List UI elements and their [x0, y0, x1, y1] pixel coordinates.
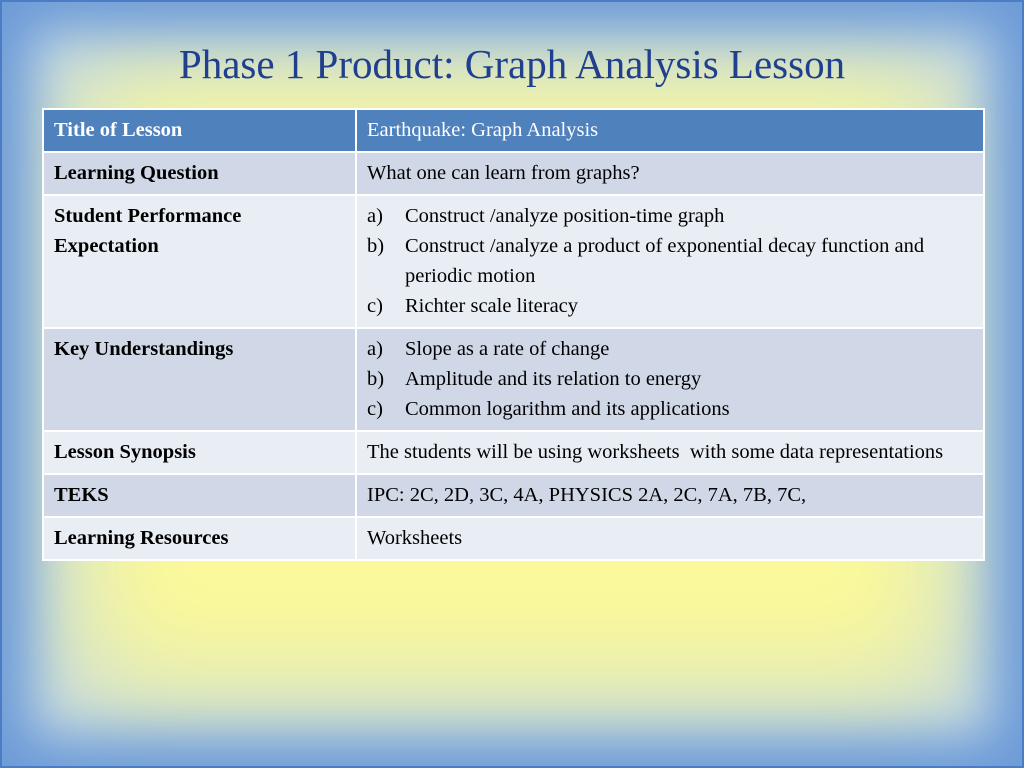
list-marker: b)	[367, 368, 385, 390]
list-item-text: Common logarithm and its applications	[405, 398, 730, 420]
slide-title: Phase 1 Product: Graph Analysis Lesson	[178, 41, 846, 87]
list-item-text: Construct /analyze a product of exponential decay function and periodic motion	[405, 235, 925, 287]
list-marker: a)	[367, 205, 383, 227]
expectation-list	[367, 201, 973, 321]
list-marker: b)	[367, 235, 385, 257]
table-row-teks	[43, 474, 984, 517]
list-marker: c)	[367, 295, 383, 317]
list-item-text: Richter scale literacy	[405, 295, 579, 317]
row-label: Learning Question	[43, 152, 356, 195]
list-item	[367, 201, 973, 231]
row-label: TEKS	[43, 474, 356, 517]
table-row-learning-resources	[43, 517, 984, 560]
list-item	[367, 231, 973, 291]
list-item-text: Slope as a rate of change	[405, 338, 610, 360]
row-value: IPC: 2C, 2D, 3C, 4A, PHYSICS 2A, 2C, 7A, 7B, 7C,	[356, 474, 984, 517]
lesson-table	[42, 108, 985, 561]
row-value: The students will be using worksheets with some data representations	[356, 431, 984, 474]
row-label: Title of Lesson	[43, 109, 356, 152]
row-label	[43, 195, 356, 328]
table-row-title-of-lesson	[43, 109, 984, 152]
list-marker: a)	[367, 338, 383, 360]
row-label: Learning Resources	[43, 517, 356, 560]
list-marker: c)	[367, 398, 383, 420]
list-item	[367, 291, 973, 321]
table-row-key-understandings	[43, 328, 984, 431]
table-row-lesson-synopsis	[43, 431, 984, 474]
table-row-student-performance-expectation	[43, 195, 984, 328]
row-label: Lesson Synopsis	[43, 431, 356, 474]
list-item	[367, 394, 973, 424]
list-item	[367, 334, 973, 364]
row-label-line-2: Expectation	[54, 235, 159, 257]
row-value	[356, 195, 984, 328]
row-value: What one can learn from graphs?	[356, 152, 984, 195]
understandings-list	[367, 334, 973, 424]
list-item-text: Amplitude and its relation to energy	[405, 368, 702, 390]
list-item-text: Construct /analyze position-time graph	[405, 205, 725, 227]
row-value: Worksheets	[356, 517, 984, 560]
row-value: Earthquake: Graph Analysis	[356, 109, 984, 152]
row-label-line-1: Student Performance	[54, 205, 242, 227]
row-label: Key Understandings	[43, 328, 356, 431]
row-value	[356, 328, 984, 431]
table-row-learning-question	[43, 152, 984, 195]
list-item	[367, 364, 973, 394]
